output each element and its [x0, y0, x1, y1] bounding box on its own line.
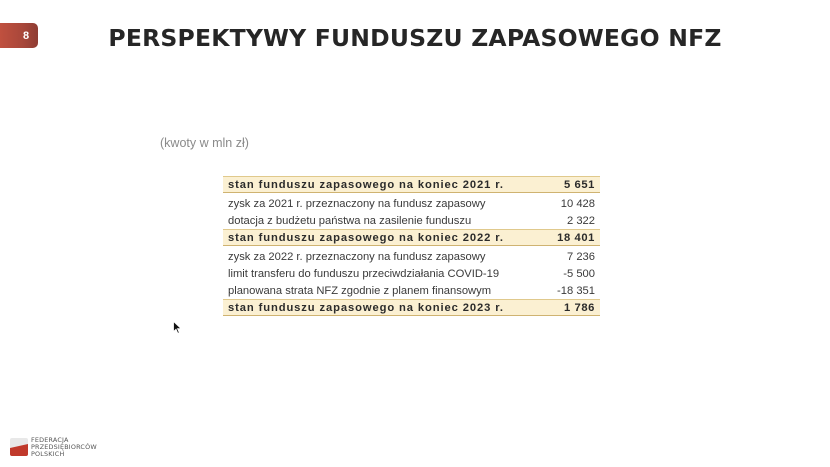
- row-label: stan funduszu zapasowego na koniec 2021 r.: [228, 178, 504, 191]
- slide-title: PERSPEKTYWY FUNDUSZU ZAPASOWEGO NFZ: [108, 24, 722, 52]
- table-row-subtotal: [223, 176, 600, 193]
- mouse-cursor-icon: [173, 321, 182, 339]
- row-label: planowana strata NFZ zgodnie z planem finansowym: [228, 284, 492, 297]
- row-value: 1 786: [564, 301, 595, 314]
- row-label: stan funduszu zapasowego na koniec 2022 r.: [228, 231, 504, 244]
- page-number: 8: [22, 29, 30, 42]
- row-label: dotacja z budżetu państwa na zasilenie funduszu: [228, 214, 472, 227]
- row-value: -18 351: [557, 284, 595, 297]
- table-row: [223, 282, 600, 299]
- table-row-subtotal: [223, 299, 600, 316]
- row-value: 10 428: [560, 197, 595, 210]
- table-row: [223, 195, 600, 212]
- row-value: -5 500: [563, 267, 595, 280]
- fund-table: [223, 176, 600, 316]
- logo-text-line: FEDERACJA: [31, 436, 69, 444]
- row-value: 2 322: [567, 214, 595, 227]
- logo-text-line: POLSKICH: [31, 449, 65, 458]
- row-label: zysk za 2021 r. przeznaczony na fundusz zapasowy: [228, 197, 486, 210]
- row-label: limit transferu do funduszu przeciwdziałania COVID-19: [228, 267, 500, 280]
- row-value: 5 651: [564, 178, 595, 191]
- logo-text-line: PRZEDSIĘBIORCÓW: [31, 442, 97, 451]
- table-row-subtotal: [223, 229, 600, 246]
- row-label: zysk za 2022 r. przeznaczony na fundusz zapasowy: [228, 250, 486, 263]
- table-row: [223, 212, 600, 229]
- table-row: [223, 265, 600, 282]
- units-note: (kwoty w mln zł): [160, 136, 249, 150]
- table-row: [223, 248, 600, 265]
- flag-logo-icon: [10, 438, 28, 456]
- row-label: stan funduszu zapasowego na koniec 2023 r.: [228, 301, 504, 314]
- company-logo: [10, 437, 97, 457]
- row-value: 18 401: [557, 231, 595, 244]
- row-value: 7 236: [567, 250, 595, 263]
